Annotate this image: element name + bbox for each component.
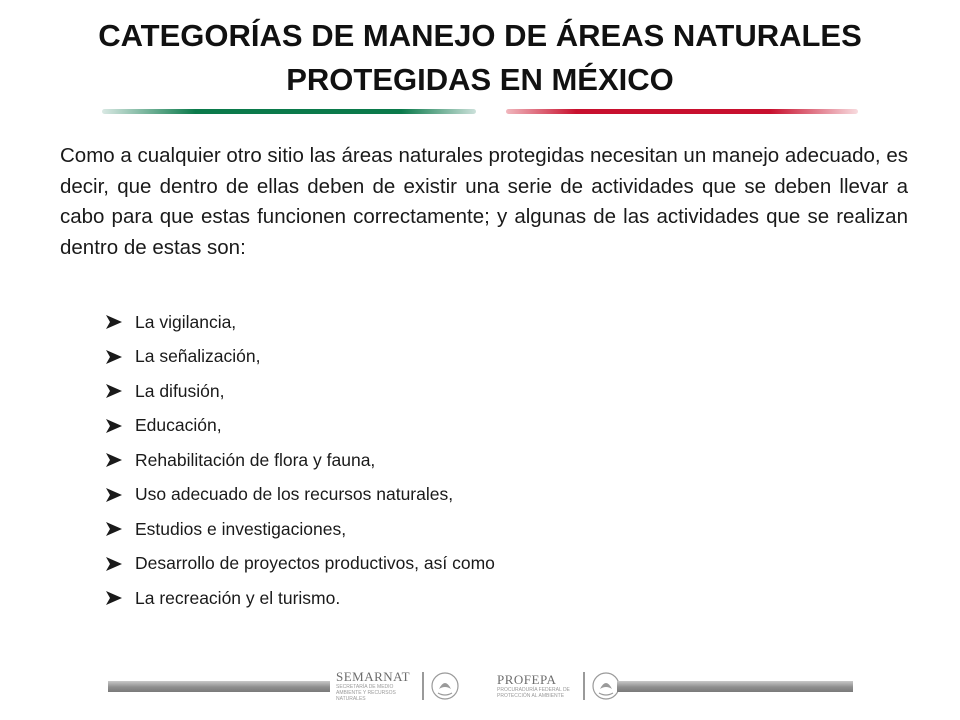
arrow-bullet-icon [105,590,123,606]
list-item [105,340,495,375]
activities-list [105,305,495,616]
title-underline-green [102,109,476,114]
semarnat-logo [336,666,460,706]
arrow-bullet-icon [105,383,123,399]
footer-bar-right [617,681,853,692]
list-item-label: Rehabilitación de flora y fauna, [135,449,376,470]
arrow-bullet-icon [105,452,123,468]
title-underline-red [506,109,858,114]
footer-bar-left [108,681,330,692]
intro-paragraph: Como a cualquier otro sitio las áreas naturales protegidas necesitan un manejo adecuado, es decir, que dentro de ellas deben de existir una serie de actividades que se deben llevar a cabo para que estas funcionen correctamente; y algunas de las actividades que se realizan dentro de estas son: [60,144,908,259]
list-item-label: Estudios e investigaciones, [135,518,347,539]
list-item [105,443,495,478]
list-item-label: Uso adecuado de los recursos naturales, [135,484,454,505]
list-item [105,581,495,616]
arrow-bullet-icon [105,487,123,503]
list-item-label: La vigilancia, [135,311,237,332]
arrow-bullet-icon [105,521,123,537]
semarnat-logo-name: SEMARNAT [336,669,411,684]
list-item-label: Educación, [135,415,222,436]
title-line-1: CATEGORÍAS DE MANEJO DE ÁREAS NATURALES [98,18,862,53]
profepa-logo-name: PROFEPA [497,672,557,687]
list-item [105,478,495,513]
mexico-coat-of-arms-icon [430,671,460,701]
arrow-bullet-icon [105,349,123,365]
list-item [105,409,495,444]
profepa-logo-subtitle: PROCURADURÍA FEDERAL DE PROTECCIÓN AL AMBIENTE [497,687,570,699]
logo-separator [583,672,585,700]
list-item [105,547,495,582]
arrow-bullet-icon [105,418,123,434]
title-line-2: PROTEGIDAS EN MÉXICO [286,62,674,97]
page-title [40,14,920,102]
arrow-bullet-icon [105,556,123,572]
list-item [105,512,495,547]
semarnat-logo-subtitle: SECRETARÍA DE MEDIO AMBIENTE Y RECURSOS NATURALES [336,684,396,702]
list-item [105,374,495,409]
list-item-label: La difusión, [135,380,225,401]
profepa-logo [497,666,621,706]
list-item-label: La recreación y el turismo. [135,587,341,608]
logo-separator [422,672,424,700]
list-item [105,305,495,340]
list-item-label: La señalización, [135,346,261,367]
list-item-label: Desarrollo de proyectos productivos, así como [135,553,495,574]
arrow-bullet-icon [105,314,123,330]
